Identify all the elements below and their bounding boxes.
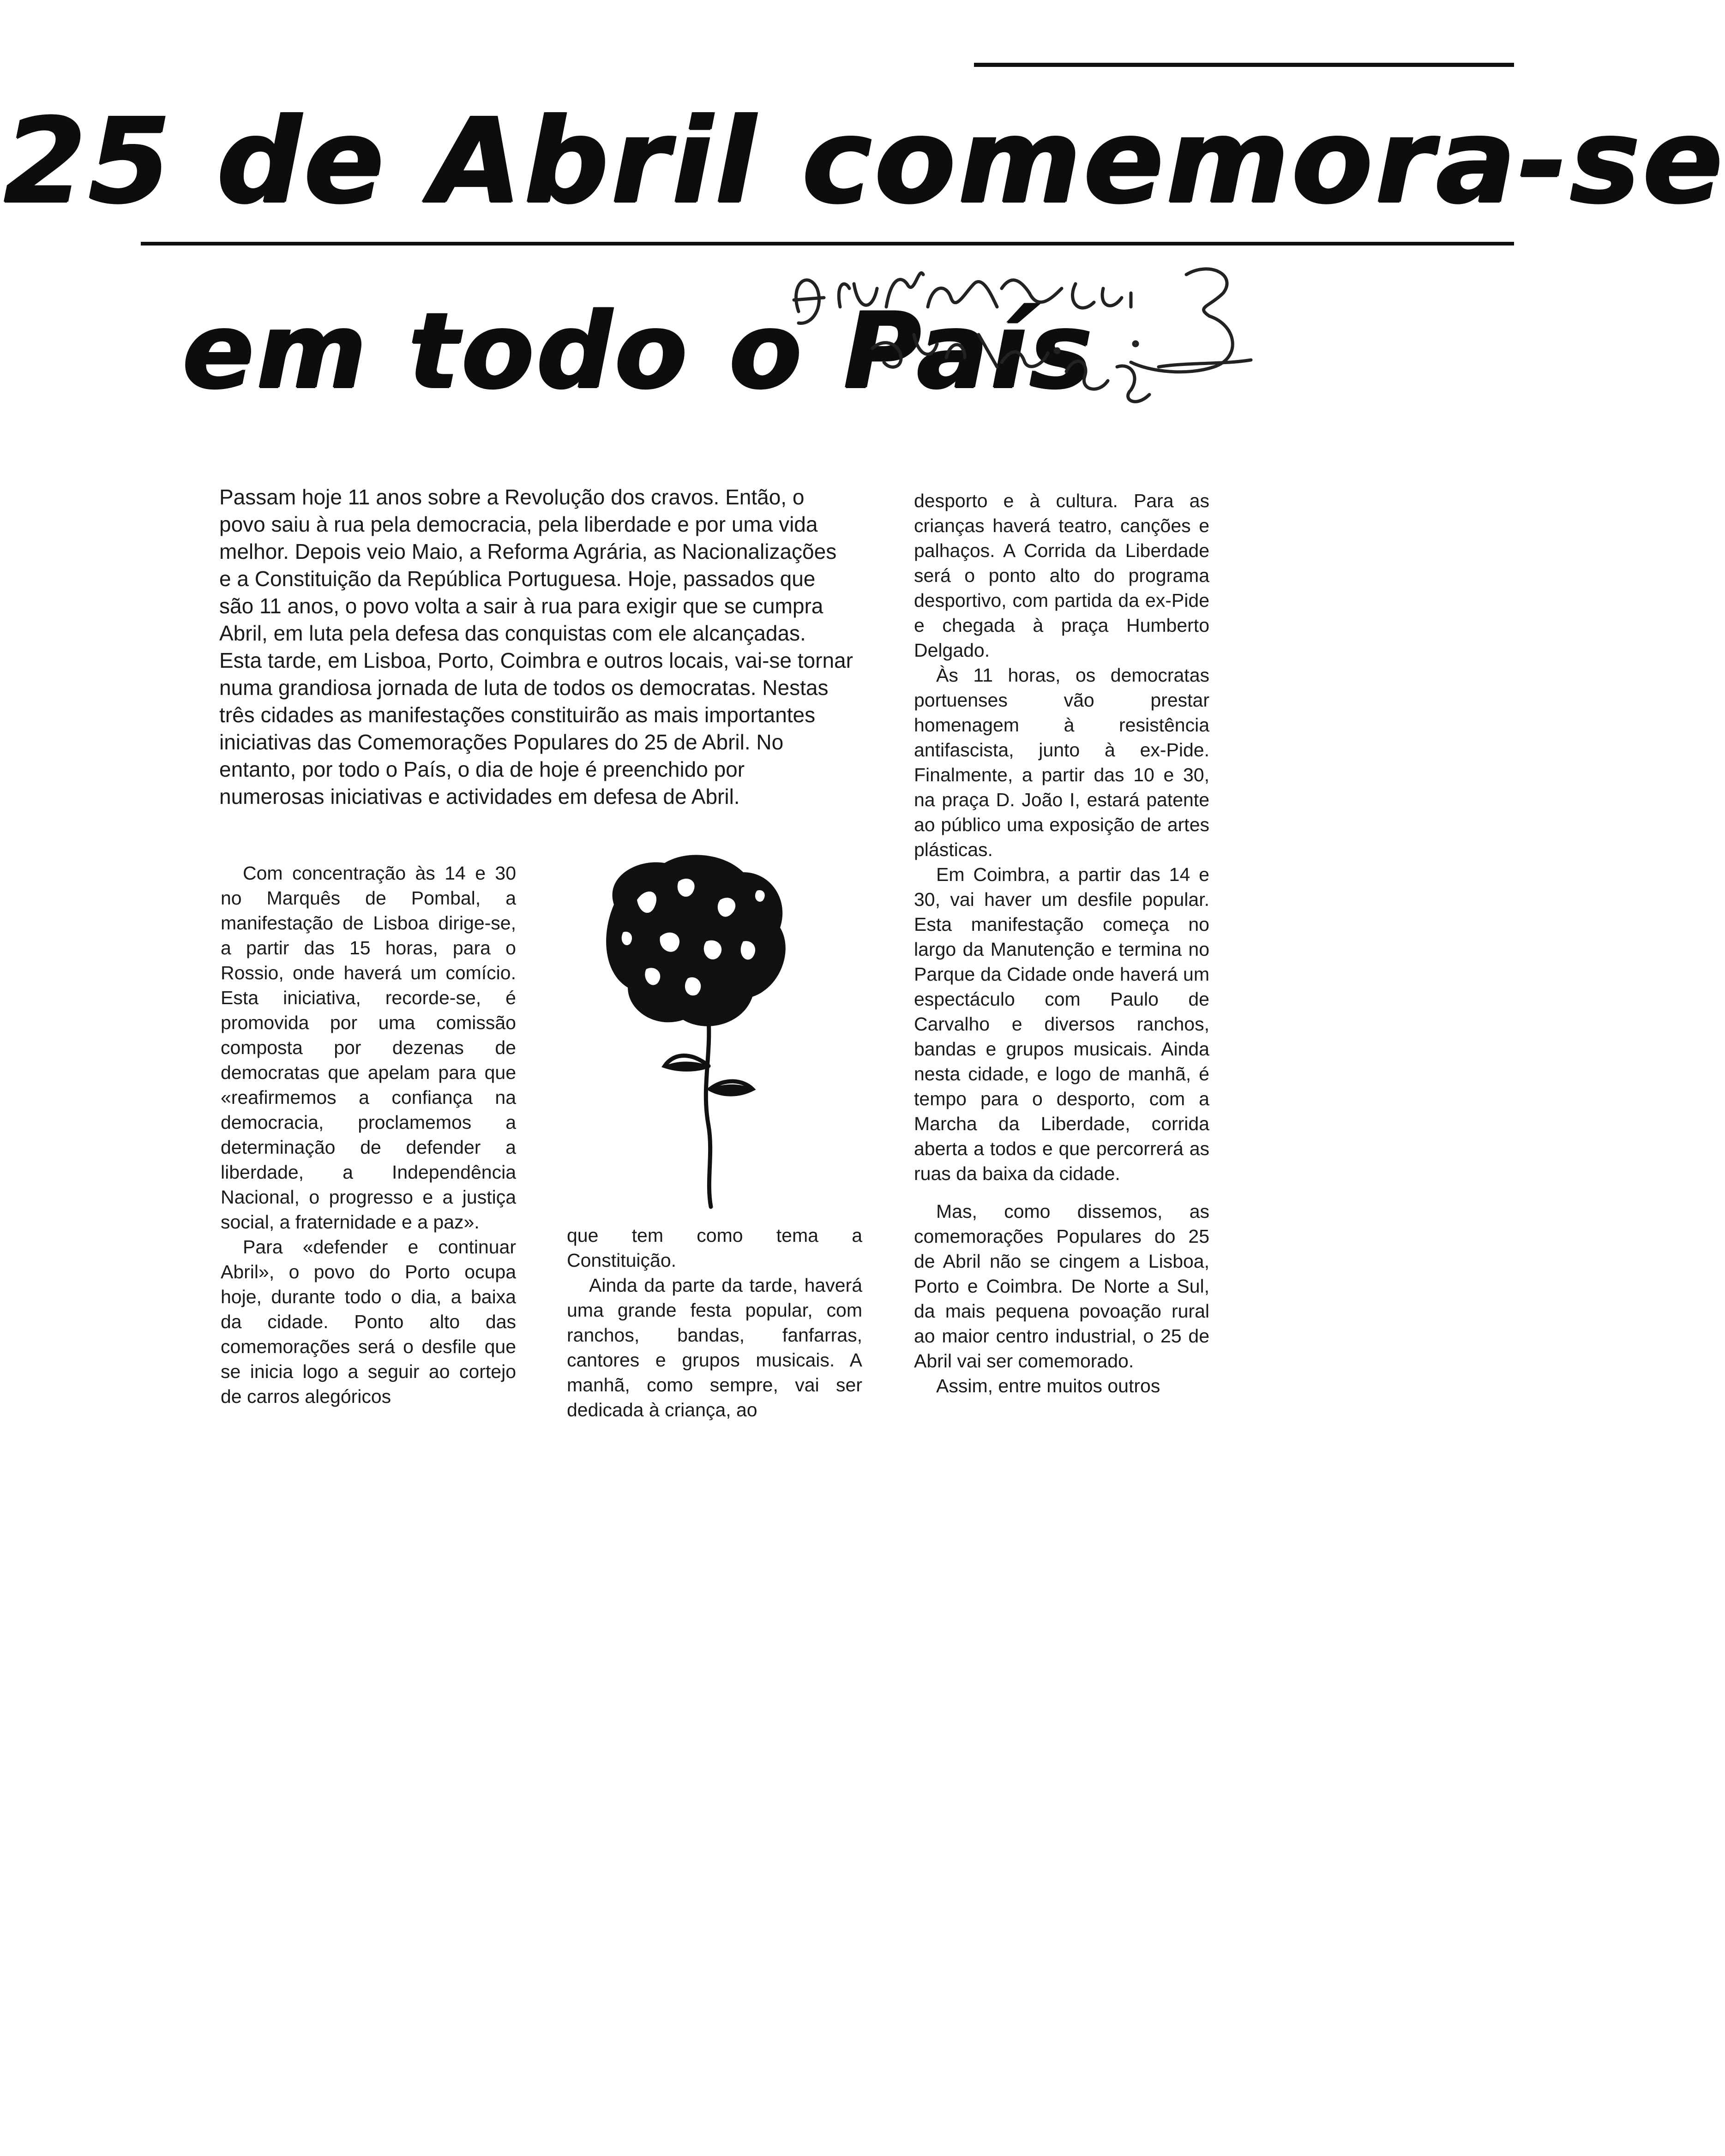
col3-paragraph-3: Em Coimbra, a partir das 14 e 30, vai haver um desfile popular. Esta manifestação começa no largo da Manutenção e termina no Parque da Cidade onde haverá um espectáculo com Paulo de Carvalho e diversos ranchos, bandas e grupos musicais. Ainda nesta cidade, e logo de manhã, é tempo para o desporto, com a Marcha da Liberdade, corrida aberta a todos e que percorrerá as ruas da baixa da cidade. bbox=[914, 864, 1209, 1184]
col2-paragraph-1: que tem como tema a Constituição. bbox=[567, 1225, 862, 1271]
col3-paragraph-2: Às 11 horas, os democratas portuenses vão prestar homenagem à resistência antifascista, junto à ex-Pide. Finalmente, a partir das 10 e 30, na praça D. João I, estará patente ao público uma exposição de artes plásticas. bbox=[914, 665, 1209, 860]
lead-paragraph bbox=[219, 484, 854, 810]
col2-paragraph-2: Ainda da parte da tarde, haverá uma grande festa popular, com ranchos, bandas, fanfarras, cantores e grupos musicais. A manhã, como sempre, vai ser dedicada à criança, ao bbox=[567, 1275, 862, 1420]
col3-paragraph-5: Assim, entre muitos outros bbox=[936, 1375, 1160, 1396]
col3-paragraph-4: Mas, como dissemos, as comemorações Populares do 25 de Abril não se cingem a Lisboa, Porto e Coimbra. De Norte a Sul, da mais pequena povoação rural ao maior centro industrial, o 25 de Abril vai ser comemorado. bbox=[914, 1201, 1209, 1371]
column-2 bbox=[567, 1223, 862, 1422]
headline-line-1: 25 de Abril comemora-se bbox=[4, 93, 1725, 230]
col1-paragraph-1: Com concentração às 14 e 30 no Marquês de Pombal, a manifestação de Lisboa dirige-se, a partir das 15 horas, para o Rossio, onde haverá um comício. Esta iniciativa, recorde-se, é promovida por uma comissão composta por dezenas de democratas que apelam para que «reafirmemos a confiança na democracia, proclamemos a determinação de defender a liberdade, a Independência Nacional, o progresso e a justiça social, a fraternidade e a paz». bbox=[221, 862, 516, 1233]
handwritten-note bbox=[780, 256, 1265, 413]
carnation-illustration bbox=[595, 849, 799, 1209]
top-rule bbox=[974, 63, 1514, 67]
lead-text: Passam hoje 11 anos sobre a Revolução dos cravos. Então, o povo saiu à rua pela democracia, pela liberdade e por uma vida melhor. Depois veio Maio, a Reforma Agrária, as Nacionalizações e a Constituição da República Portuguesa. Hoje, passados que são 11 anos, o povo volta a sair à rua para exigir que se cumpra Abril, em luta pela defesa das conquistas com ele alcançadas. Esta tarde, em Lisboa, Porto, Coimbra e outros locais, vai-se tornar numa grandiosa jornada de luta de todos os democratas. Nestas três cidades as manifestações constituirão as mais importantes iniciativas das Comemorações Populares do 25 de Abril. No entanto, por todo o País, o dia de hoje é preenchido por numerosas iniciativas e actividades em defesa de Abril. bbox=[219, 485, 853, 808]
column-3 bbox=[914, 488, 1209, 1398]
column-1 bbox=[221, 861, 516, 1409]
col3-paragraph-1: desporto e à cultura. Para as crianças haverá teatro, canções e palhaços. A Corrida da Liberdade será o ponto alto do programa desportivo, com partida da ex-Pide e chegada à praça Humberto Delgado. bbox=[914, 490, 1209, 661]
headline-rule bbox=[141, 242, 1514, 246]
col1-paragraph-2: Para «defender e continuar Abril», o povo do Porto ocupa hoje, durante todo o dia, a baixa da cidade. Ponto alto das comemorações será o desfile que se inicia logo a seguir ao cortejo de carros alegóricos bbox=[221, 1236, 516, 1407]
headline-line-2: em todo o País bbox=[182, 289, 1095, 412]
